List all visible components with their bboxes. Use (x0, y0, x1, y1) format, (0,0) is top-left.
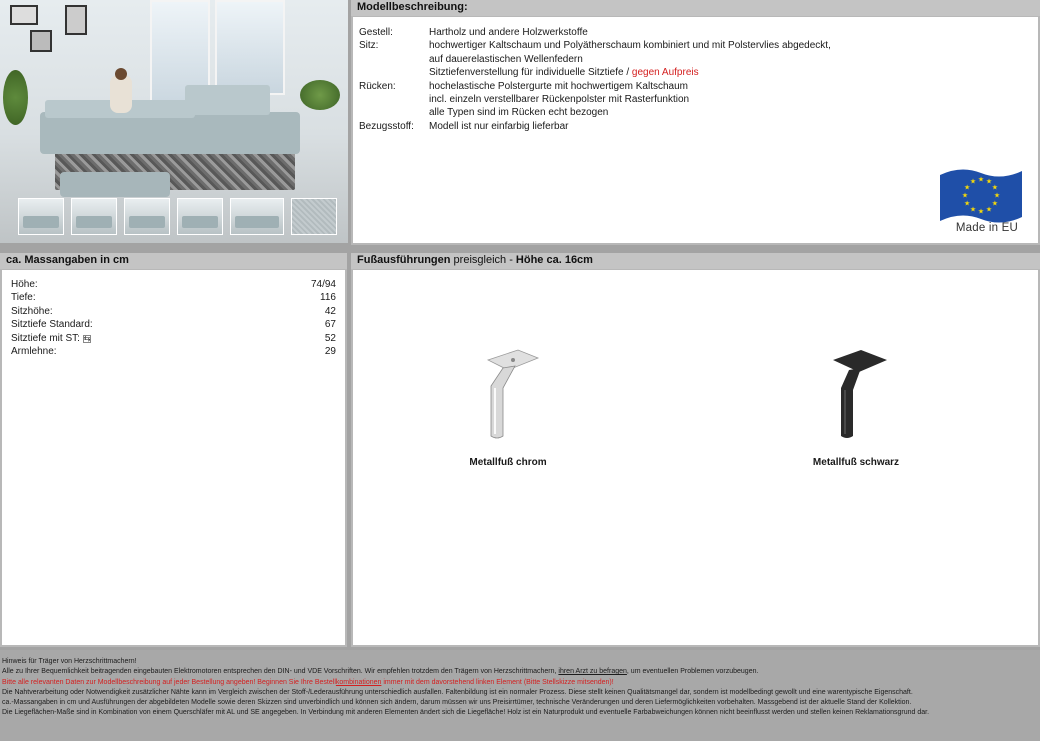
foot-option-black[interactable] (796, 348, 916, 468)
eu-star-icon: ★ (993, 192, 1001, 200)
footer-text: Alle zu Ihrer Bequemlichkeit beitragenden eingebauten Elektromotoren entsprechen den DIN- und VDE Vorschriften. Wir empfehlen trotzdem den Trägern von Herzschrittmachern, (2, 668, 559, 676)
feet-body (353, 270, 1038, 645)
measurement-row (11, 318, 336, 331)
measurement-value: 74/94 (310, 279, 336, 290)
footer-line (2, 667, 1038, 677)
seat-depth-adjust-icon: ⇆ (83, 333, 91, 343)
spec-value: hochelastische Polstergurte mit hochwertigem Kaltschaum (429, 80, 689, 92)
footer-text: Bitte alle relevanten Daten zur Modellbeschreibung auf jeder Bestellung angeben! Beginnen Sie Ihre Bestell (2, 678, 336, 686)
eu-star-icon: ★ (985, 178, 993, 186)
measurements-header: ca. Massangaben in cm (0, 253, 347, 269)
spec-value-text: Sitztiefenverstellung für individuelle Sitztiefe / (429, 67, 632, 79)
measurement-row (11, 291, 336, 304)
thumbnail[interactable] (124, 198, 170, 235)
model-description-body (353, 17, 1038, 243)
plant (300, 80, 340, 110)
measurement-value: 116 (320, 292, 336, 304)
measurement-label-text: Sitztiefe mit ST: (11, 332, 80, 344)
spec-value: auf dauerelastischen Wellenfedern (429, 53, 583, 65)
measurement-value: 67 (324, 319, 336, 331)
spec-row (359, 120, 831, 133)
eu-star-icon: ★ (991, 184, 998, 192)
footer-line: Die Liegeflächen-Maße sind in Kombination von einem Querschläfer mit AL und SE angegeben. In Verbindung mit anderen Elementen ändert sich die Liegefläche! Holz ist ein Naturprodukt und eventuelle Farbabweichungen können nicht beeinflusst werden und stellen keinen Reklamationsgrund dar. (2, 709, 930, 717)
measurement-row (11, 345, 336, 358)
footer-line: ca.-Massangaben in cm und Ausführungen der abgebildeten Modelle sowie deren Skizzen sind unverbindlich und können sich ändern, darum müssen wir uns Preisirrtümer, technische Veränderungen und deren Liefermöglichkeiten vorbehalten. Massgebend ist der aktuelle Stand der Kollektion. (2, 699, 912, 707)
spec-key: Gestell: (359, 27, 393, 38)
feet-header (351, 253, 1040, 269)
plant (3, 70, 28, 125)
measurements-body (2, 270, 345, 645)
measurements-section (0, 253, 347, 647)
spec-row (359, 26, 831, 39)
spec-key (359, 66, 429, 79)
wall-picture (30, 30, 52, 52)
spec-key (359, 93, 429, 106)
sofa-detail (60, 172, 170, 197)
footer-text: immer mit dem davorstehend linken Element (Bitte Stellskizze mitsenden)! (381, 678, 614, 686)
feet-header-title: Fußausführungen (357, 254, 451, 266)
measurement-label: Sitztiefe Standard: (11, 319, 93, 331)
eu-star-icon: ★ (969, 178, 977, 186)
spec-row (359, 39, 831, 52)
room-window (215, 0, 285, 95)
spec-value: alle Typen sind im Rücken echt bezogen (429, 107, 609, 119)
wall-picture (10, 5, 38, 25)
model-description-header: Modellbeschreibung: (351, 0, 1040, 16)
footer-text: , um eventuellen Problemen vorzubeugen. (626, 668, 759, 676)
spec-key: Rücken: (359, 80, 396, 92)
thumbnail[interactable] (230, 198, 284, 235)
surcharge-note: gegen Aufpreis (631, 67, 699, 79)
foot-label: Metallfuß chrom (469, 457, 547, 468)
feet-header-height: Höhe ca. 16cm (515, 254, 593, 266)
thumbnail[interactable] (18, 198, 64, 235)
spec-row (359, 66, 831, 79)
measurement-label: Höhe: (11, 279, 38, 290)
measurement-label (11, 332, 91, 345)
wall-picture (65, 5, 87, 35)
measurement-label: Sitzhöhe: (11, 305, 53, 317)
spec-key (359, 106, 429, 119)
footer-underlined: kombinationen (335, 678, 382, 686)
chrome-foot-icon (473, 348, 543, 443)
thumbnail-strip (18, 198, 337, 235)
feet-header-note: preisgleich - (450, 254, 516, 266)
spec-row (359, 93, 831, 106)
measurement-label: Tiefe: (11, 292, 36, 304)
eu-star-icon: ★ (985, 206, 993, 214)
foot-option-chrome[interactable] (448, 348, 568, 468)
thumbnail[interactable] (71, 198, 117, 235)
person (110, 75, 132, 113)
footer-notes (0, 650, 1040, 741)
spec-value: incl. einzeln verstellbarer Rückenpolster mit Rasterfunktion (429, 94, 690, 106)
made-in-eu-label: Made in EU (955, 222, 1018, 234)
spec-value (429, 66, 699, 79)
sofa (40, 112, 300, 154)
measurement-row (11, 278, 336, 291)
thumbnail[interactable] (177, 198, 223, 235)
footer-underlined: ihren Arzt zu befragen (558, 668, 627, 676)
spec-row (359, 106, 831, 119)
measurement-row (11, 332, 336, 345)
footer-line: Die Nahtverarbeitung oder Notwendigkeit zusätzlicher Nähte kann im Vergleich zwischen der Stoff-/Lederausführung unterschiedlich ausfallen. Faltenbildung ist ein normaler Prozess. Diese stellt keinen Qualitätsmangel dar, sondern ist modellbedingt gewollt und eine warentypische Eigenschaft. (2, 688, 913, 696)
eu-star-icon: ★ (964, 184, 971, 192)
measurement-label: Armlehne: (11, 346, 57, 358)
feet-section (351, 253, 1040, 647)
spec-value: Modell ist nur einfarbig lieferbar (429, 120, 569, 132)
eu-star-icon: ★ (961, 192, 969, 200)
eu-star-icon: ★ (977, 208, 985, 216)
spec-value: Hartholz und andere Holzwerkstoffe (429, 27, 588, 38)
footer-line-red (2, 678, 1038, 688)
black-foot-icon (821, 348, 891, 443)
pacemaker-heading: Hinweis für Träger von Herzschrittmachern! (2, 658, 137, 665)
eu-star-icon: ★ (964, 200, 971, 208)
fabric-thumbnail[interactable] (291, 198, 337, 235)
sofa-back (185, 85, 270, 115)
spec-row (359, 80, 831, 93)
spec-key: Sitz: (359, 40, 379, 52)
spec-value: hochwertiger Kaltschaum und Polyätherschaum kombiniert und mit Polstervlies abgedeckt, (429, 40, 831, 52)
spec-row (359, 53, 831, 66)
measurement-value: 29 (324, 346, 336, 358)
model-description-section (351, 0, 1040, 245)
eu-star-icon: ★ (977, 176, 985, 184)
measurement-row (11, 305, 336, 318)
spec-list (359, 26, 831, 133)
product-photo (0, 0, 348, 243)
spec-key (359, 53, 429, 66)
measurement-value: 42 (324, 305, 336, 317)
measurement-value: 52 (324, 332, 336, 344)
foot-label: Metallfuß schwarz (812, 457, 900, 468)
person-head (115, 68, 127, 80)
eu-star-icon: ★ (991, 200, 998, 208)
measurement-list (11, 278, 336, 358)
eu-star-icon: ★ (969, 206, 977, 214)
spec-key: Bezugsstoff: (359, 120, 414, 132)
